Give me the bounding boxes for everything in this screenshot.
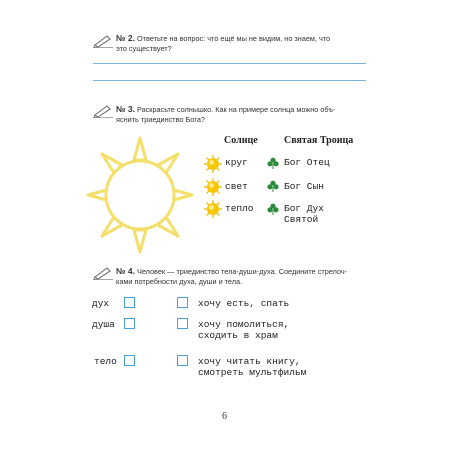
sun-row-3: тепло (225, 203, 254, 214)
task-2-line2: это существует? (116, 44, 172, 53)
sun-row-1: круг (225, 157, 248, 168)
sun-row-2: свет (225, 181, 248, 192)
connect-box-pray[interactable] (177, 318, 188, 329)
task-3-line2: яснить триединство Бога? (116, 115, 205, 124)
clover-icon (267, 203, 279, 215)
task-4-line1: Человек — триединство тела-души-духа. Соедините стрелоч- (136, 267, 348, 276)
trinity-row-3-line1: Бог Дух (284, 203, 324, 214)
sun-icon (204, 155, 222, 173)
pencil-icon (93, 34, 113, 48)
connect-box-spirit[interactable] (124, 297, 135, 308)
clover-icon (267, 180, 279, 192)
left-word-body: тело (94, 356, 117, 367)
need-read (198, 356, 306, 378)
task-2-line1: Ответьте на вопрос: что ещё мы не видим, но знаем, что (136, 34, 331, 43)
trinity-row-1: Бог Отец (284, 157, 330, 168)
connect-box-body[interactable] (124, 355, 135, 366)
left-word-spirit: дух (92, 298, 110, 309)
trinity-row-2: Бог Сын (284, 181, 324, 192)
sun-icon (204, 200, 222, 218)
task-2-number: № 2. (116, 33, 135, 43)
trinity-row-3-line2: Святой (284, 214, 319, 225)
sun-coloring-drawing[interactable] (80, 130, 200, 260)
need-pray-line1: хочу помолиться, (198, 319, 290, 330)
trinity-row-3 (284, 203, 324, 225)
clover-icon (267, 157, 279, 169)
task-3-line1: Раскрасьте солнышко. Как на примере солнца можно объ- (136, 105, 336, 114)
connect-box-eat-sleep[interactable] (177, 297, 188, 308)
task-4-text (116, 266, 347, 287)
connect-box-soul[interactable] (124, 318, 135, 329)
need-eat-sleep: хочу есть, спать (198, 298, 290, 309)
left-word-soul: душа (92, 319, 115, 330)
column-header-trinity: Святая Троица (284, 135, 354, 146)
task-3-number: № 3. (116, 104, 135, 114)
pencil-icon (93, 266, 113, 280)
need-pray (198, 319, 289, 341)
task-2-text (116, 33, 330, 54)
task-3-text (116, 104, 335, 125)
connect-box-read[interactable] (177, 355, 188, 366)
task-4-number: № 4. (116, 266, 135, 276)
need-read-line2: смотреть мультфильм (198, 367, 307, 378)
pencil-icon (93, 104, 113, 118)
column-header-sun: Солнце (224, 135, 258, 146)
page-number: 6 (222, 411, 227, 422)
sun-icon (204, 178, 222, 196)
answer-line[interactable] (93, 63, 366, 64)
need-read-line1: хочу читать книгу, (198, 356, 301, 367)
answer-line[interactable] (93, 80, 366, 81)
need-pray-line2: сходить в храм (198, 330, 278, 341)
task-4-line2: ками потребности духа, души и тела. (116, 277, 243, 286)
